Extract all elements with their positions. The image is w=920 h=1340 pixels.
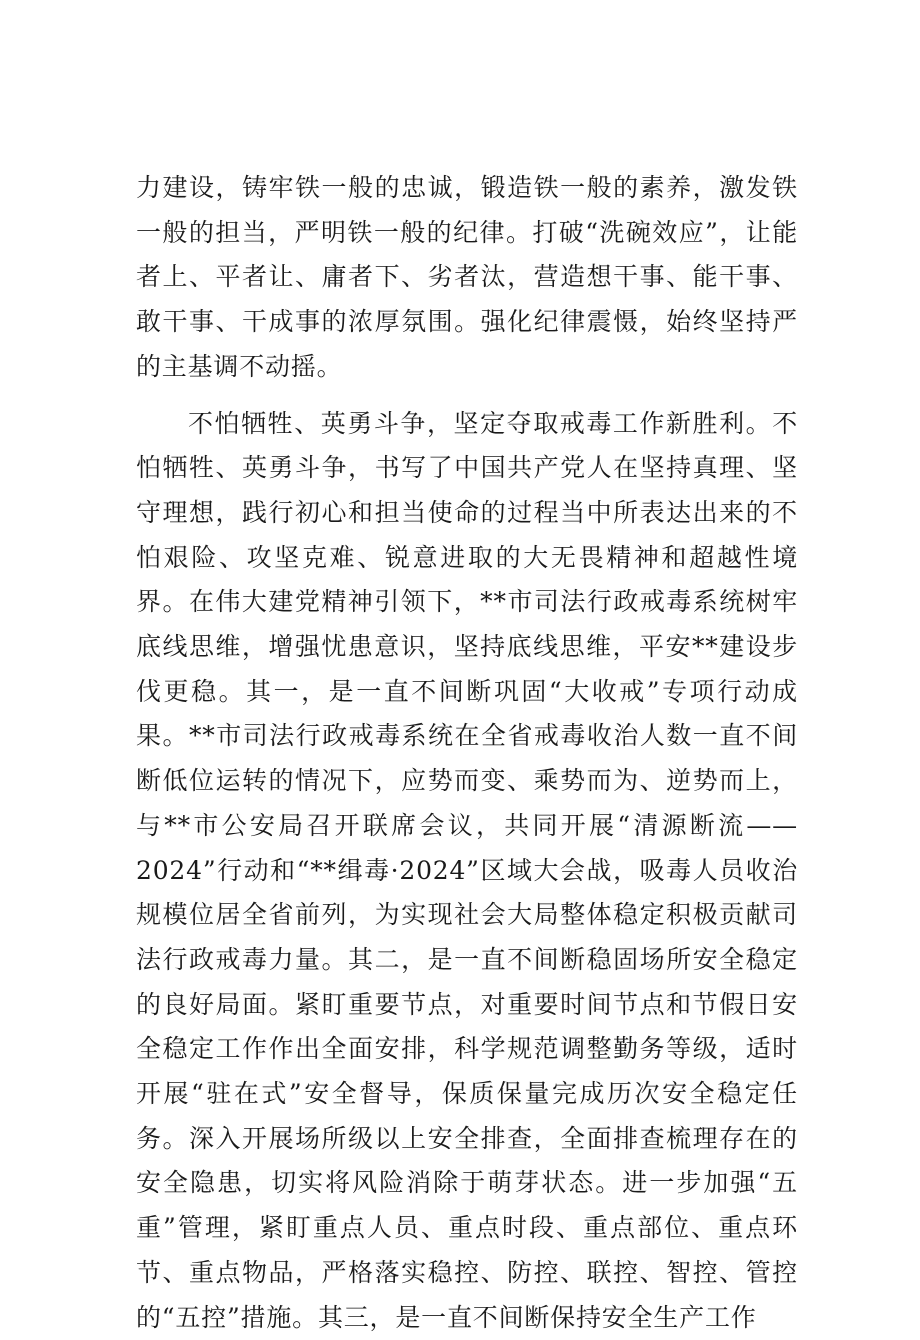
paragraph-section: 不怕牺牲、英勇斗争，坚定夺取戒毒工作新胜利。不怕牺牲、英勇斗争，书写了中国共产党人在坚持真理、坚守理想，践行初心和担当使命的过程当中所表达出来的不怕艰险、攻坚克难、锐意进取的大无畏精神和超越性境界。在伟大建党精神引领下，**市司法行政戒毒系统树牢底线思维，增强忧患意识，坚持底线思维，平安**建设步伐更稳。其一，是一直不间断巩固“大收戒”专项行动成果。**市司法行政戒毒系统在全省戒毒收治人数一直不间断低位运转的情况下，应势而变、乘势而为、逆势而上，与**市公安局召开联席会议，共同开展“清源断流——2024”行动和“**缉毒·2024”区域大会战，吸毒人员收治规模位居全省前列，为实现社会大局整体稳定积极贡献司法行政戒毒力量。其二，是一直不间断稳固场所安全稳定的良好局面。紧盯重要节点，对重要时间节点和节假日安全稳定工作作出全面安排，科学规范调整勤务等级，适时开展“驻在式”安全督导，保质保量完成历次安全稳定任务。深入开展场所级以上安全排查，全面排查梳理存在的安全隐患，切实将风险消除于萌芽状态。进一步加强“五重”管理，紧盯重点人员、重点时段、重点部位、重点环节、重点物品，严格落实稳控、防控、联控、智控、管控的“五控”措施。其三，是一直不间断保持安全生产工作 — [136, 408, 798, 1332]
document-body — [136, 166, 798, 1340]
paragraph-continuation: 力建设，铸牢铁一般的忠诚，锻造铁一般的素养，激发铁一般的担当，严明铁一般的纪律。打破“洗碗效应”，让能者上、平者让、庸者下、劣者汰，营造想干事、能干事、敢干事、干成事的浓厚氛围。强化纪律震慑，始终坚持严的主基调不动摇。 — [136, 173, 798, 381]
